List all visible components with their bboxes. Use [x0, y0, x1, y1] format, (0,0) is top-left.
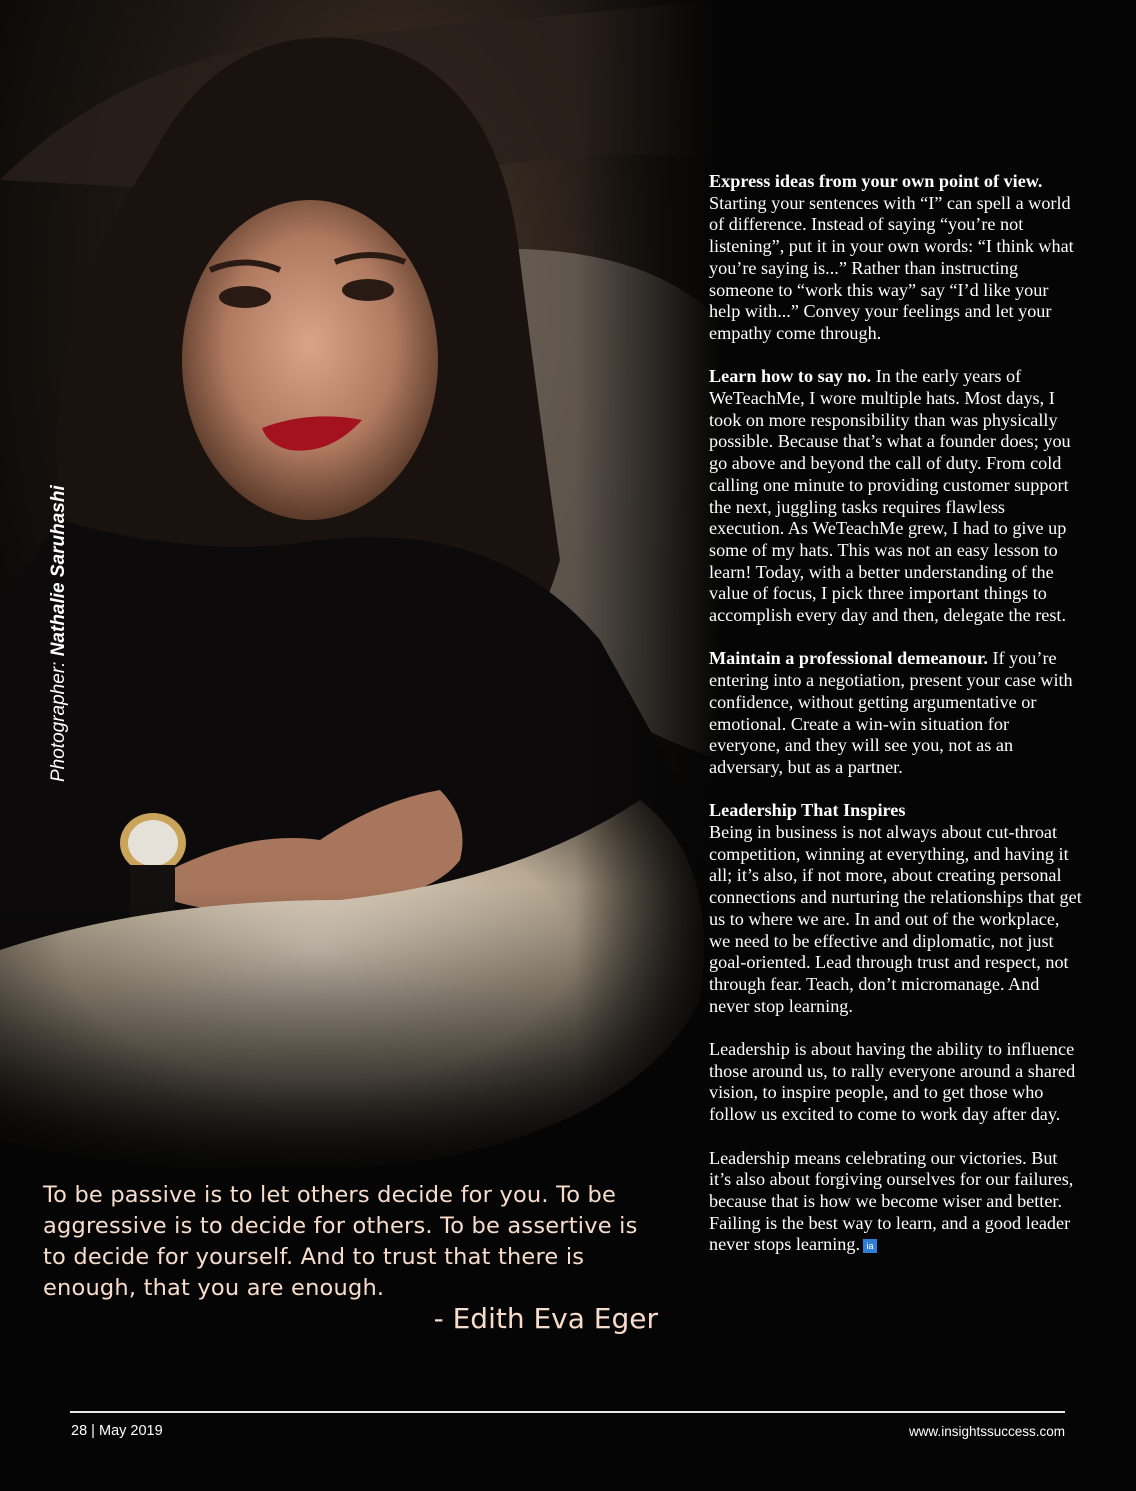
paragraph-lead: Maintain a professional demeanour.: [709, 648, 988, 669]
website-link[interactable]: www.insightssuccess.com: [908, 1424, 1065, 1439]
paragraph-text: Leadership means celebrating our victories. But it’s also about forgiving ourselves for our failures, because that is how we become wiser and better. Failing is the best way to learn, and a good leader never stops learning.: [709, 1147, 1074, 1255]
quote-author: - Edith Eva Eger: [433, 1302, 658, 1335]
end-of-article-icon: ia: [863, 1239, 877, 1253]
credit-label: Photographer:: [48, 661, 69, 782]
photographer-credit: [48, 485, 70, 782]
paragraph-text: In the early years of WeTeachMe, I wore multiple hats. Most days, I took on more responsibility than was physically possible. Because that’s what a founder does; you go above and beyond the call of duty. From cold calling one minute to providing customer support the next, juggling tasks requires flawless execution. As WeTeachMe grew, I had to give up some of my hats. This was not an easy lesson to learn! Today, with a better understanding of the value of focus, I pick three important things to accomplish every day and then, delegate the rest.: [709, 366, 1071, 626]
article-body: [709, 171, 1084, 1278]
page-number: 28: [71, 1423, 88, 1439]
paragraph-leadership-that-inspires: [709, 800, 1084, 1017]
paragraph-professional-demeanour: [709, 648, 1084, 778]
footer-page-info: [71, 1423, 163, 1439]
paragraph-text: Being in business is not always about cut-throat competition, winning at everything, and having it all; it’s also, if not more, about creating personal connections and nurturing the relationships that get us to where we are. In and out of the workplace, we need to be effective and diplomatic, not just goal-oriented. Lead through trust and respect, not through fear. Teach, don’t micromanage. And never stop learning.: [709, 822, 1082, 1016]
paragraph-lead: Express ideas from your own point of view.: [709, 171, 1043, 191]
paragraph-leadership-celebrating: [709, 1148, 1084, 1257]
paragraph-text: Starting your sentences with “I” can spell a world of difference. Instead of saying “you’re not listening”, put it in your own words: “I think what you’re saying is...” Rather than instructing someone to “work this way” say “I’d like your help with...” Convey your feelings and let your empathy come through.: [709, 192, 1074, 343]
paragraph-express-ideas: [709, 171, 1084, 345]
paragraph-text: If you’re entering into a negotiation, present your case with confidence, without getting argumentative or emotional. Create a win-win situation for everyone, and they will see you, not as an adversary, but as a partner.: [709, 648, 1073, 777]
footer-divider: [70, 1411, 1065, 1413]
paragraph-text: Leadership is about having the ability to influence those around us, to rally everyone around a shared vision, to inspire people, and to get those who follow us excited to come to work day after day.: [709, 1039, 1076, 1125]
paragraph-lead: Learn how to say no.: [709, 366, 872, 387]
footer-separator: |: [91, 1423, 95, 1439]
pull-quote: To be passive is to let others decide for you. To be aggressive is to decide for others. To be assertive is to decide for yourself. And to trust that there is enough, that you are enough.: [43, 1182, 638, 1301]
paragraph-say-no: [709, 366, 1084, 626]
section-heading: Leadership That Inspires: [709, 800, 906, 821]
paragraph-leadership-influence: [709, 1039, 1084, 1126]
issue-date: May 2019: [98, 1423, 163, 1439]
credit-name: Nathalie Saruhashi: [48, 485, 69, 657]
